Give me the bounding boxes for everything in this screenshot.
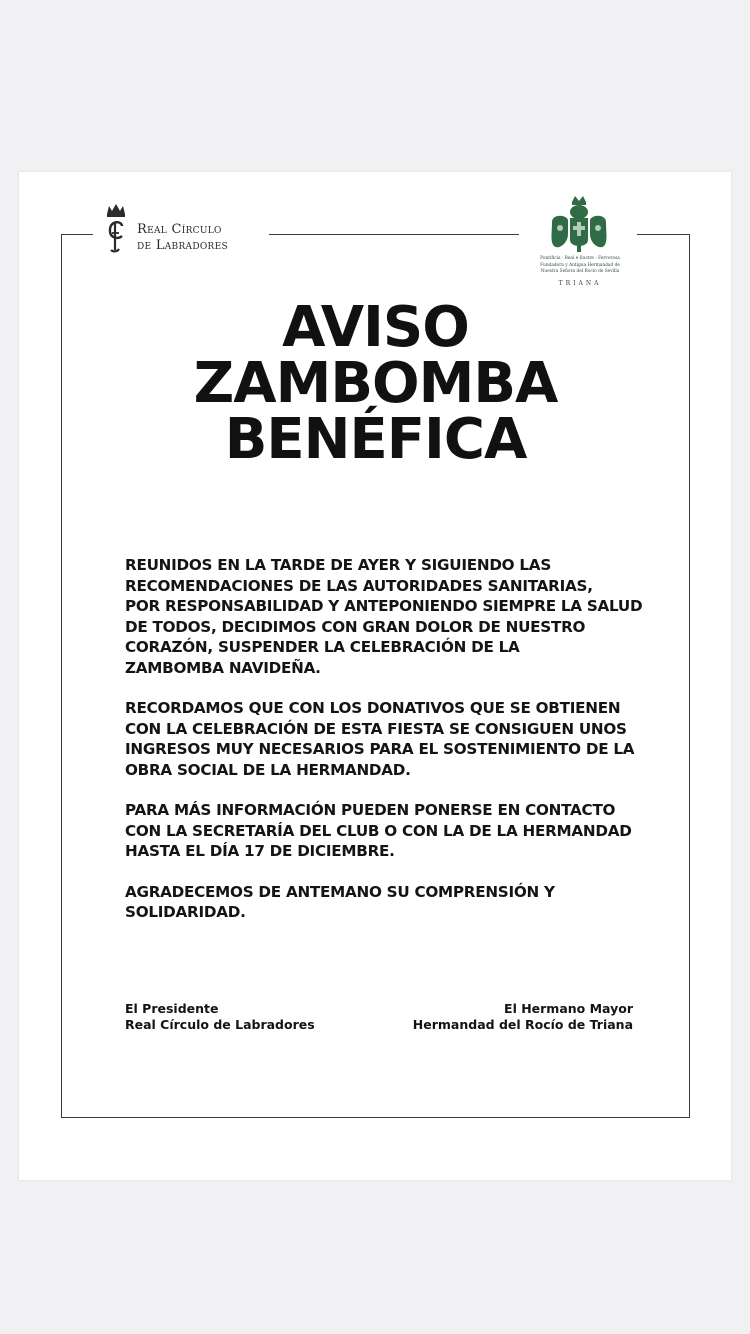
paragraph-contact	[125, 800, 645, 862]
emphasis-text: SUSPENDER LA CELEBRACIÓN DE LA	[217, 638, 520, 656]
notice-body	[125, 555, 645, 943]
text-line: PARA MÁS INFORMACIÓN PUEDEN PONERSE EN CONTACTO	[125, 801, 616, 819]
title-line: ZAMBOMBA	[193, 351, 558, 416]
text-line: CON LA SECRETARÍA DEL CLUB O CON LA DE LA HERMANDAD	[125, 821, 632, 840]
crown-crest-icon	[103, 202, 129, 254]
text-line: RECORDAMOS QUE CON LOS DONATIVOS QUE SE OBTIENEN	[125, 699, 621, 717]
text-line: AGRADECEMOS DE ANTEMANO SU COMPRENSIÓN Y	[125, 882, 555, 901]
signature-org: Real Círculo de Labradores	[125, 1017, 315, 1032]
text-line	[125, 637, 645, 658]
text-line: RECOMENDACIONES DE LAS AUTORIDADES SANITARIAS,	[125, 576, 593, 595]
text-line: POR RESPONSABILIDAD Y ANTEPONIENDO SIEMPRE LA SALUD	[125, 597, 643, 615]
hermandad-crest-icon	[546, 196, 612, 254]
text-line: DE TODOS, DECIDIMOS CON GRAN DOLOR DE NUESTRO	[125, 617, 586, 636]
hermandad-name-line: Fundadora y Antigua Hermandad de	[540, 262, 620, 268]
signature-org: Hermandad del Rocío de Triana	[412, 1017, 633, 1032]
signature-hermano-mayor	[413, 1001, 633, 1033]
hermandad-logo	[522, 196, 638, 292]
signature-president	[125, 1001, 315, 1033]
text-line: REUNIDOS EN LA TARDE DE AYER Y SIGUIENDO LAS	[125, 556, 552, 574]
notice-title	[61, 295, 690, 472]
signature-role: El Presidente	[125, 1001, 219, 1016]
paragraph-donations	[125, 698, 645, 780]
frame-top-line	[637, 234, 690, 235]
emphasis-text: ZAMBOMBA NAVIDEÑA	[125, 658, 316, 677]
text-line	[125, 658, 645, 679]
frame-top-line	[61, 234, 93, 235]
title-line: BENÉFICA	[224, 407, 527, 472]
title-line: AVISO	[282, 295, 469, 360]
text-fragment: CORAZÓN,	[125, 638, 218, 656]
text-line: OBRA SOCIAL DE LA HERMANDAD.	[125, 760, 411, 779]
real-circulo-logo	[103, 202, 263, 254]
real-circulo-name	[137, 222, 228, 254]
paragraph-thanks	[125, 882, 645, 923]
text-line: SOLIDARIDAD.	[125, 903, 246, 921]
hermandad-name-line: Pontificia · Real e Ilustre · Fervorosa	[540, 256, 620, 261]
text-line: HASTA EL DÍA 17 DE DICIEMBRE.	[125, 842, 395, 860]
hermandad-name-line: Nuestra Señora del Rocío de Sevilla	[540, 269, 620, 274]
frame-top-line	[269, 234, 519, 235]
paragraph-cancellation	[125, 555, 645, 678]
logo-left-line: Real Círculo	[137, 222, 222, 237]
logo-left-line: de Labradores	[137, 238, 228, 253]
hermandad-name	[522, 256, 638, 287]
text-fragment: .	[315, 658, 321, 677]
signature-role: El Hermano Mayor	[504, 1001, 633, 1016]
text-line: INGRESOS MUY NECESARIOS PARA EL SOSTENIMIENTO DE LA	[125, 740, 635, 758]
hermandad-city: TRIANA	[558, 279, 602, 287]
text-line: CON LA CELEBRACIÓN DE ESTA FIESTA SE CONSIGUEN UNOS	[125, 719, 627, 738]
